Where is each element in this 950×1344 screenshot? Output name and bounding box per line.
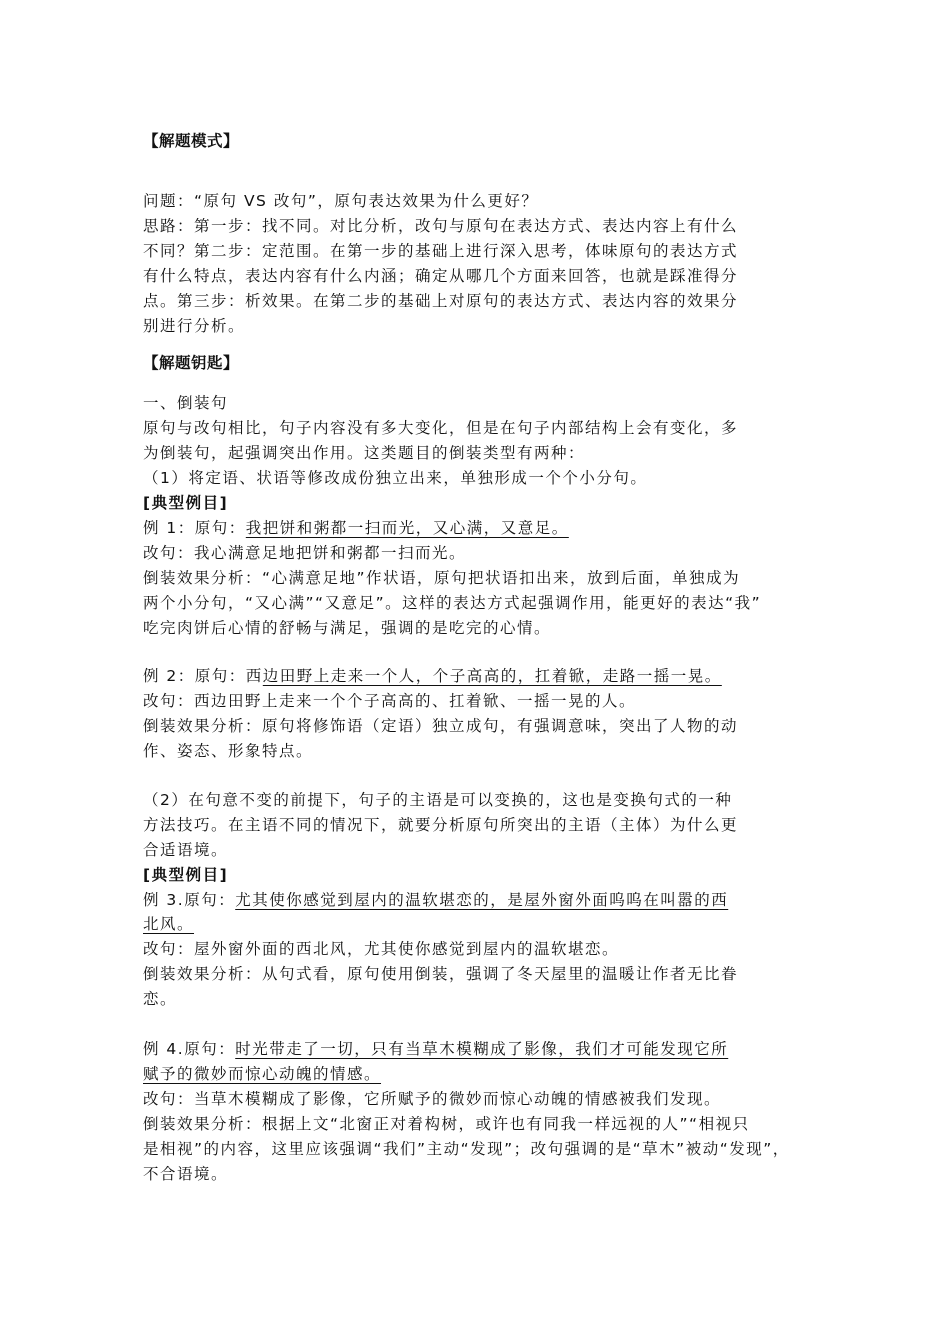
example-3-original-cont [143,914,194,934]
example-2-analysis: 倒装效果分析：原句将修饰语（定语）独立成句，有强调意味，突出了人物的动 [143,717,739,735]
example-3-original-text: 尤其使你感觉到屋内的温软堪恋的，是屋外窗外面呜呜在叫嚣的西 [235,891,729,909]
example-4-analysis: 倒装效果分析：根据上文“北窗正对着构树，或许也有同我一样远视的人”“相视只 [143,1115,750,1133]
example-4-original-text: 赋予的微妙而惊心动魄的情感。 [143,1065,382,1083]
type2-line: 方法技巧。在主语不同的情况下，就要分析原句所突出的主语（主体）为什么更 [143,816,739,834]
example-label: [典型例目] [143,866,229,884]
type1-line: （1）将定语、状语等修改成份独立出来，单独形成一个个小分句。 [143,469,648,487]
example-1-revised: 改句：我心满意足地把饼和粥都一扫而光。 [143,544,467,562]
approach-line: 思路：第一步：找不同。对比分析，改句与原句在表达方式、表达内容上有什么 [143,217,739,235]
example-3-original [143,890,728,910]
example-1-analysis: 两个小分句，“又心满”“又意足”。这样的表达方式起强调作用，能更好的表达“我” [143,594,762,612]
example-4-original-cont [143,1064,381,1084]
question-line: 问题：“原句 VS 改句”，原句表达效果为什么更好？ [143,192,539,210]
example-4-analysis: 不合语境。 [143,1165,229,1183]
approach-line: 不同？第二步：定范围。在第一步的基础上进行深入思考，体味原句的表达方式 [143,242,739,260]
intro-line: 为倒装句，起强调突出作用。这类题目的倒装类型有两种： [143,444,586,462]
example-2-revised: 改句：西边田野上走来一个个子高高的、扛着锨、一摇一晃的人。 [143,692,637,710]
example-3-analysis: 倒装效果分析：从句式看，原句使用倒装，强调了冬天屋里的温暖让作者无比眷 [143,965,739,983]
example-4-original [143,1039,728,1059]
intro-line: 原句与改句相比，句子内容没有多大变化，但是在句子内部结构上会有变化，多 [143,419,739,437]
example-1-original-text: 我把饼和粥都一扫而光，又心满，又意足。 [245,519,569,537]
example-1-analysis: 吃完肉饼后心情的舒畅与满足，强调的是吃完的心情。 [143,619,552,637]
example-4-revised: 改句：当草木模糊成了影像，它所赋予的微妙而惊心动魄的情感被我们发现。 [143,1090,722,1108]
example-4-prefix: 例 4.原句： [143,1040,236,1058]
example-2-analysis: 作、姿态、形象特点。 [143,742,314,760]
type2-line: 合适语境。 [143,841,229,859]
example-3-revised: 改句：屋外窗外面的西北风，尤其使你感觉到屋内的温软堪恋。 [143,940,620,958]
example-1-original [143,518,569,538]
example-4-analysis: 是相视”的内容，这里应该强调“我们”主动“发现”；改句强调的是“草木”被动“发现”， [143,1140,790,1158]
example-4-original-text: 时光带走了一切，只有当草木模糊成了影像，我们才可能发现它所 [235,1040,729,1058]
example-3-analysis: 恋。 [143,990,178,1008]
example-2-original [143,666,722,686]
part-title: 一、倒装句 [143,394,229,412]
approach-line: 别进行分析。 [143,317,246,335]
example-2-prefix: 例 2：原句：西 [143,667,263,685]
example-1-analysis: 倒装效果分析：“心满意足地”作状语，原句把状语扣出来，放到后面，单独成为 [143,569,741,587]
approach-line: 点。第三步：析效果。在第二步的基础上对原句的表达方式、表达内容的效果分 [143,292,739,310]
example-3-original-text: 北风。 [143,915,195,933]
section-heading-mode: 【解题模式】 [143,132,240,150]
section-heading-keys: 【解题钥匙】 [143,354,240,372]
example-3-prefix: 例 3.原句： [143,891,236,909]
example-2-original-text: 边田野上走来一个人，个子高高的，扛着锨，走路一摇一晃。 [262,667,722,685]
example-label: [典型例目] [143,494,229,512]
example-1-prefix: 例 1：原句： [143,519,246,537]
approach-line: 有什么特点，表达内容有什么内涵；确定从哪几个方面来回答，也就是踩准得分 [143,267,739,285]
type2-line: （2）在句意不变的前提下，句子的主语是可以变换的，这也是变换句式的一种 [143,791,733,809]
